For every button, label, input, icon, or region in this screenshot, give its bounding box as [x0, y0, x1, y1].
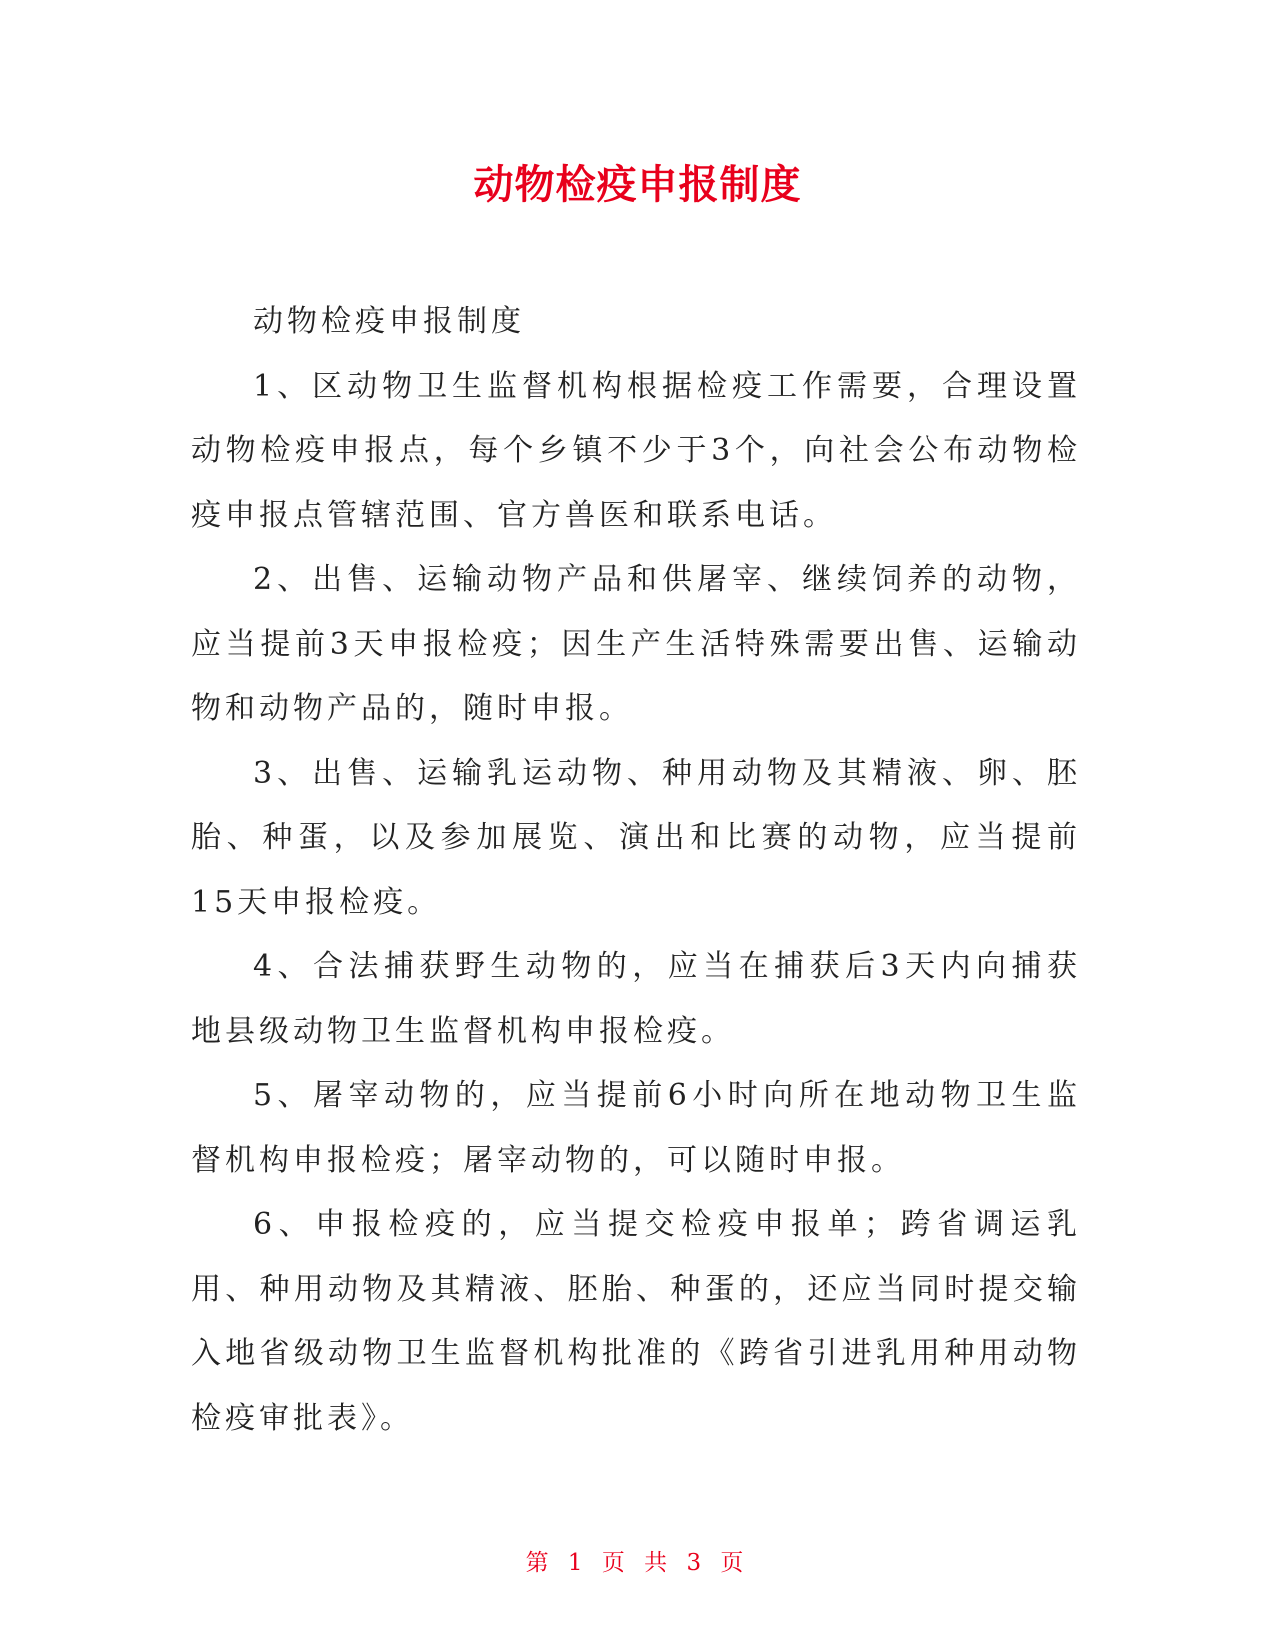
paragraph-item-1: 1、区动物卫生监督机构根据检疫工作需要，合理设置动物检疫申报点，每个乡镇不少于3个，向社会公布动物检疫申报点管辖范围、官方兽医和联系电话。	[191, 368, 1081, 533]
paragraph-heading: 动物检疫申报制度	[253, 304, 525, 339]
paragraph-item-2: 2、出售、运输动物产品和供屠宰、继续饲养的动物，应当提前3天申报检疫；因生产生活特殊需要出售、运输动物和动物产品的，随时申报。	[191, 562, 1081, 726]
page-number-footer: 第 1 页 共 3 页	[525, 1550, 750, 1576]
paragraph-item-3: 3、出售、运输乳运动物、种用动物及其精液、卵、胚胎、种蛋，以及参加展览、演出和比赛的动物，应当提前15天申报检疫。	[191, 755, 1081, 920]
document-title: 动物检疫申报制度	[473, 162, 802, 208]
paragraph-item-5: 5、屠宰动物的，应当提前6小时向所在地动物卫生监督机构申报检疫；屠宰动物的，可以随时申报。	[191, 1078, 1081, 1178]
document-body	[191, 290, 1081, 1451]
paragraph-item-4: 4、合法捕获野生动物的，应当在捕获后3天内向捕获地县级动物卫生监督机构申报检疫。	[191, 949, 1081, 1049]
paragraph-item-6: 6、申报检疫的，应当提交检疫申报单；跨省调运乳用、种用动物及其精液、胚胎、种蛋的，还应当同时提交输入地省级动物卫生监督机构批准的《跨省引进乳用种用动物检疫审批表》。	[191, 1207, 1081, 1436]
